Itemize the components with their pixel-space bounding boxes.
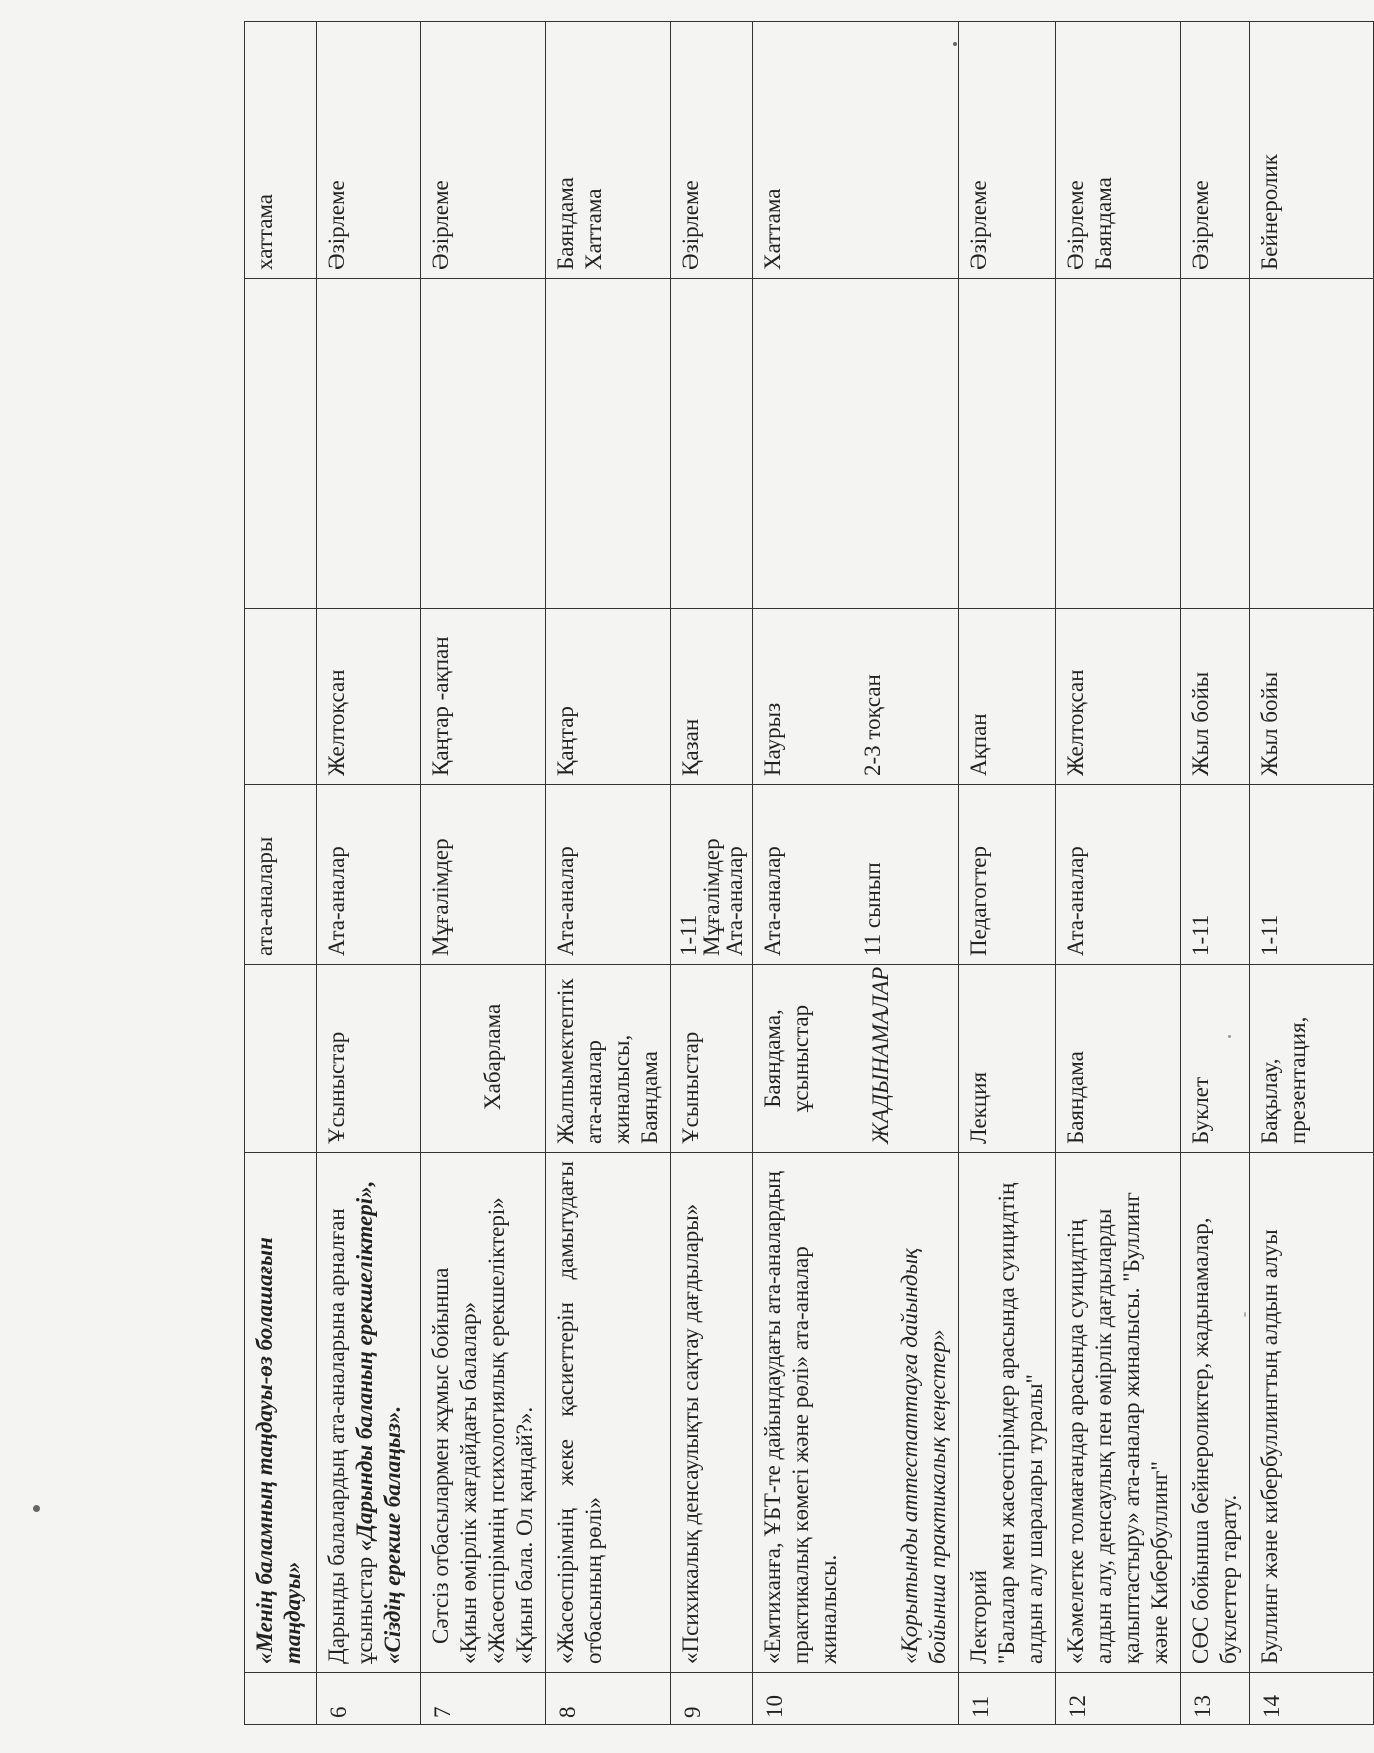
cell-responsible [671, 279, 753, 609]
cell-topic: СӨС бойынша бейнероликтер, жадынамалар, буклеттер тарату. [1180, 1153, 1249, 1673]
cell-time: Жыл бойы [1180, 609, 1249, 785]
table-row [753, 22, 958, 1725]
spacer [844, 1161, 896, 1664]
cell-participants: 1-11 [1180, 785, 1249, 965]
cell-form [753, 965, 958, 1153]
cell-responsible [245, 279, 317, 609]
topic-line [351, 1161, 379, 1664]
table-row [317, 22, 421, 1725]
spacer [787, 793, 859, 956]
table-row [546, 22, 671, 1725]
cell-responsible [421, 279, 546, 609]
cell-time: Жыл бойы [1250, 609, 1374, 785]
cell-responsible [1055, 279, 1180, 609]
cell-result: хаттама [245, 22, 317, 279]
cell-num: 12 [1055, 1673, 1180, 1725]
cell-result: Әзірлеме [317, 22, 421, 279]
cell-time [753, 609, 958, 785]
cell-topic: «Психикалық денсаулықты сақтау дағдылары» [671, 1153, 753, 1673]
cell-topic: Буллинг және кибербуллингтың алдын алуы [1250, 1153, 1374, 1673]
form-line: Баяндама, [760, 1009, 786, 1108]
table-row [958, 22, 1055, 1725]
cell-participants [753, 785, 958, 965]
topic-line: Дарынды балалардың ата-аналарына арналған [324, 1208, 349, 1664]
topic-emphasis: «Дарынды баланың ерекшеліктері», [352, 1180, 378, 1552]
topic-line: Лекторий [965, 1570, 991, 1664]
cell-time: Қазан [671, 609, 753, 785]
table-row [671, 22, 753, 1725]
cell-participants: Ата-аналар [317, 785, 421, 965]
cell-time [245, 609, 317, 785]
cell-form: Бақылау, презентация, [1250, 965, 1374, 1153]
cell-responsible [753, 279, 958, 609]
cell-num: 6 [317, 1673, 421, 1725]
cell-result: Әзірлеме [671, 22, 753, 279]
cell-form: Баяндама [1055, 965, 1180, 1153]
topic-line: "Балалар мен жасөспірімдер арасында суицидтің алдын алу шаралары туралы" [993, 1182, 1047, 1664]
result-line: Баяндама [553, 177, 579, 270]
cell-topic: «Жасөспірімнің жеке қасиеттерін дамытудағы отбасының рөлі» [546, 1153, 671, 1673]
result-line: Баяндама [1090, 177, 1116, 270]
topic-text: ұсыныстар [352, 1551, 378, 1664]
topic-text: «Емтиханға, ҰБТ-те дайындаудағы ата-аналардың практикалық көмегі және рөлі» ата-аналар жиналысы. [760, 1171, 842, 1664]
cell-time: Желтоқсан [1055, 609, 1180, 785]
topic-emphasis: «Сіздің ерекше балаңыз». [380, 1405, 406, 1664]
cell-participants: Педагогтер [958, 785, 1055, 965]
cell-form [245, 965, 317, 1153]
cell-form [421, 965, 546, 1153]
form-line: ұсыныстар [788, 1004, 814, 1113]
topic-line: «Қиын өмірлік жағдайдағы балалар» [456, 1301, 482, 1664]
cell-result [546, 22, 671, 279]
cell-num: 14 [1250, 1673, 1374, 1725]
table-row [1180, 22, 1249, 1725]
cell-form: Буклет [1180, 965, 1249, 1153]
rotated-table-wrapper [244, 22, 1311, 1725]
cell-form: Жалпымектептік ата-аналар жиналысы, Баяндама [546, 965, 671, 1153]
cell-form: Лекция [958, 965, 1055, 1153]
participants-line: 11 сынып [860, 862, 886, 956]
cell-result: Әзірлеме [958, 22, 1055, 279]
cell-form: Ұсыныстар [317, 965, 421, 1153]
topic-emphasis: «Қорытынды аттестаттауға дайындық бойынша практикалық кеңестер» [896, 1248, 950, 1664]
participants-line: Ата-аналар [760, 846, 786, 956]
cell-participants [671, 785, 753, 965]
cell-topic: «Менің баламның таңдауы-өз болашағын таңдауы» [245, 1153, 317, 1673]
parents-work-plan-table [244, 21, 1374, 1725]
cell-participants: Мұғалімдер [421, 785, 546, 965]
cell-num: 13 [1180, 1673, 1249, 1725]
cell-num [245, 1673, 317, 1725]
cell-participants: ата-аналары [245, 785, 317, 965]
spacer [787, 617, 859, 776]
cell-result: Әзірлеме [421, 22, 546, 279]
cell-num: 7 [421, 1673, 546, 1725]
time-line: 2-3 тоқсан [860, 674, 886, 776]
topic-line: Сәтсіз отбасылармен жұмыс бойынша [428, 1267, 453, 1644]
table-row [1055, 22, 1180, 1725]
cell-topic [317, 1153, 421, 1673]
cell-result: Бейнеролик [1250, 22, 1374, 279]
cell-participants: 1-11 [1250, 785, 1374, 965]
time-line: Наурыз [760, 702, 786, 776]
table-row [245, 22, 317, 1725]
cell-num: 9 [671, 1673, 753, 1725]
cell-form: Ұсыныстар [671, 965, 753, 1153]
topic-line: «Қиын бала. Ол қандай?». [512, 1406, 538, 1664]
cell-num: 10 [753, 1673, 958, 1725]
cell-num: 8 [546, 1673, 671, 1725]
cell-topic [421, 1153, 546, 1673]
cell-responsible [546, 279, 671, 609]
result-line: Әзірлеме [1062, 180, 1088, 270]
cell-responsible [1180, 279, 1249, 609]
table-row [1250, 22, 1374, 1725]
cell-time: Қаңтар -ақпан [421, 609, 546, 785]
cell-responsible [958, 279, 1055, 609]
participants-line: 1-11 [676, 914, 702, 956]
cell-time: Желтоқсан [317, 609, 421, 785]
cell-participants: Ата-аналар [1055, 785, 1180, 965]
cell-num: 11 [958, 1673, 1055, 1725]
scan-speck [33, 1505, 40, 1512]
form-emphasis: ЖАДЫНАМАЛАР [868, 966, 894, 1144]
cell-topic [958, 1153, 1055, 1673]
cell-topic [753, 1153, 958, 1673]
participants-line: Ата-аналар [722, 846, 748, 956]
cell-responsible [1250, 279, 1374, 609]
cell-result [1055, 22, 1180, 279]
cell-topic: «Кәмелетке толмағандар арасында суицидтің алдын алу, денсаулық пен өмірлік дағдыларды қалыптастыру» ата-аналар жиналысы. "Буллинг және Кибербуллинг" [1055, 1153, 1180, 1673]
spacer [815, 973, 867, 1144]
cell-result: Әзірлеме [1180, 22, 1249, 279]
result-line: Хаттама [581, 188, 607, 270]
cell-responsible [317, 279, 421, 609]
cell-result: Хаттама [753, 22, 958, 279]
cell-time: Ақпан [958, 609, 1055, 785]
cell-time: Қаңтар [546, 609, 671, 785]
cell-participants: Ата-аналар [546, 785, 671, 965]
topic-line: «Жасөспірімнің психологиялық ерекшеліктері» [484, 1197, 510, 1664]
form-text: Хабарлама [480, 1003, 506, 1110]
participants-line: Мұғалімдер [699, 838, 725, 956]
table-row [421, 22, 546, 1725]
